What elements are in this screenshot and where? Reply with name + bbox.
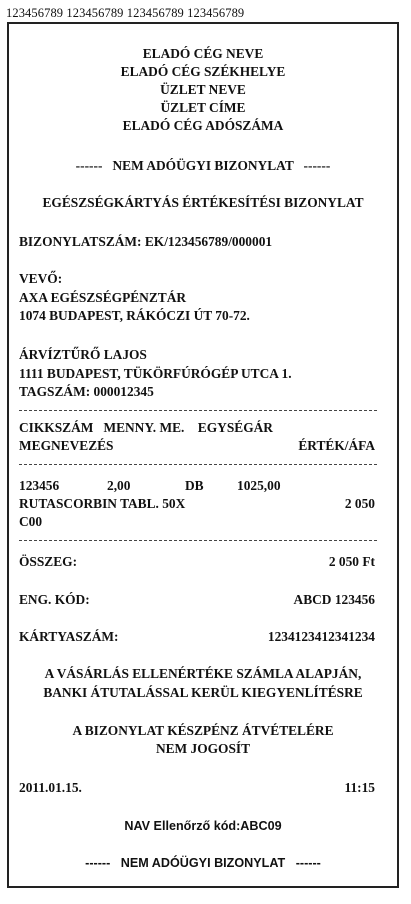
seller-hq: ELADÓ CÉG SZÉKHELYE xyxy=(120,64,286,79)
shop-address: ÜZLET CÍME xyxy=(160,100,246,115)
table-header-name: MEGNEVEZÉS xyxy=(19,438,114,453)
nav-check-code: NAV Ellenőrző kód:ABC09 xyxy=(124,819,282,833)
auth-code-label: ENG. KÓD: xyxy=(19,592,90,607)
buyer-org: AXA EGÉSZSÉGPÉNZTÁR xyxy=(19,290,187,305)
table-header-value: ÉRTÉK/ÁFA xyxy=(298,438,375,453)
divider xyxy=(19,464,377,465)
item-code: 123456 xyxy=(19,478,60,493)
item-value: 2 050 xyxy=(344,496,375,511)
receipt-date: 2011.01.15. xyxy=(19,780,82,795)
document-number: BIZONYLATSZÁM: EK/123456789/000001 xyxy=(19,234,273,249)
cash-notice-line2: NEM JOGOSÍT xyxy=(155,741,251,756)
card-number-value: 1234123412341234 xyxy=(267,629,375,644)
item-vat: C00 xyxy=(19,514,43,529)
divider xyxy=(19,540,377,541)
table-header-line1: CIKKSZÁM MENNY. ME. EGYSÉGÁR xyxy=(19,420,273,435)
member-number: TAGSZÁM: 000012345 xyxy=(19,384,154,399)
item-unit-price: 1025,00 xyxy=(237,478,281,493)
buyer-label: VEVŐ: xyxy=(19,271,63,286)
auth-code-value: ABCD 123456 xyxy=(293,592,375,607)
cash-notice-line1: A BIZONYLAT KÉSZPÉNZ ÁTVÉTELÉRE xyxy=(72,723,334,738)
item-quantity: 2,00 xyxy=(107,478,131,493)
ruler-line: 123456789 123456789 123456789 123456789 xyxy=(6,6,245,20)
item-unit: DB xyxy=(185,478,204,493)
buyer-person: ÁRVÍZTŰRŐ LAJOS xyxy=(19,347,147,362)
banner-top: ------ NEM ADÓÜGYI BIZONYLAT ------ xyxy=(75,158,331,173)
receipt-time: 11:15 xyxy=(344,780,375,795)
payment-notice-line1: A VÁSÁRLÁS ELLENÉRTÉKE SZÁMLA ALAPJÁN, xyxy=(44,666,362,681)
seller-name: ELADÓ CÉG NEVE xyxy=(142,46,264,61)
total-value: 2 050 Ft xyxy=(328,554,375,569)
seller-tax-number: ELADÓ CÉG ADÓSZÁMA xyxy=(122,118,284,133)
total-label: ÖSSZEG: xyxy=(19,554,78,569)
shop-name: ÜZLET NEVE xyxy=(160,82,246,97)
buyer-org-address: 1074 BUDAPEST, RÁKÓCZI ÚT 70-72. xyxy=(19,308,250,323)
card-number-label: KÁRTYASZÁM: xyxy=(19,629,119,644)
item-name: RUTASCORBIN TABL. 50X xyxy=(19,496,186,511)
receipt xyxy=(7,22,399,888)
document-title: EGÉSZSÉGKÁRTYÁS ÉRTÉKESÍTÉSI BIZONYLAT xyxy=(42,195,364,210)
banner-bottom: ------ NEM ADÓÜGYI BIZONYLAT ------ xyxy=(85,856,321,870)
payment-notice-line2: BANKI ÁTUTALÁSSAL KERÜL KIEGYENLÍTÉSRE xyxy=(43,685,363,700)
buyer-person-address: 1111 BUDAPEST, TÜKÖRFÚRÓGÉP UTCA 1. xyxy=(19,366,292,381)
divider xyxy=(19,410,377,411)
